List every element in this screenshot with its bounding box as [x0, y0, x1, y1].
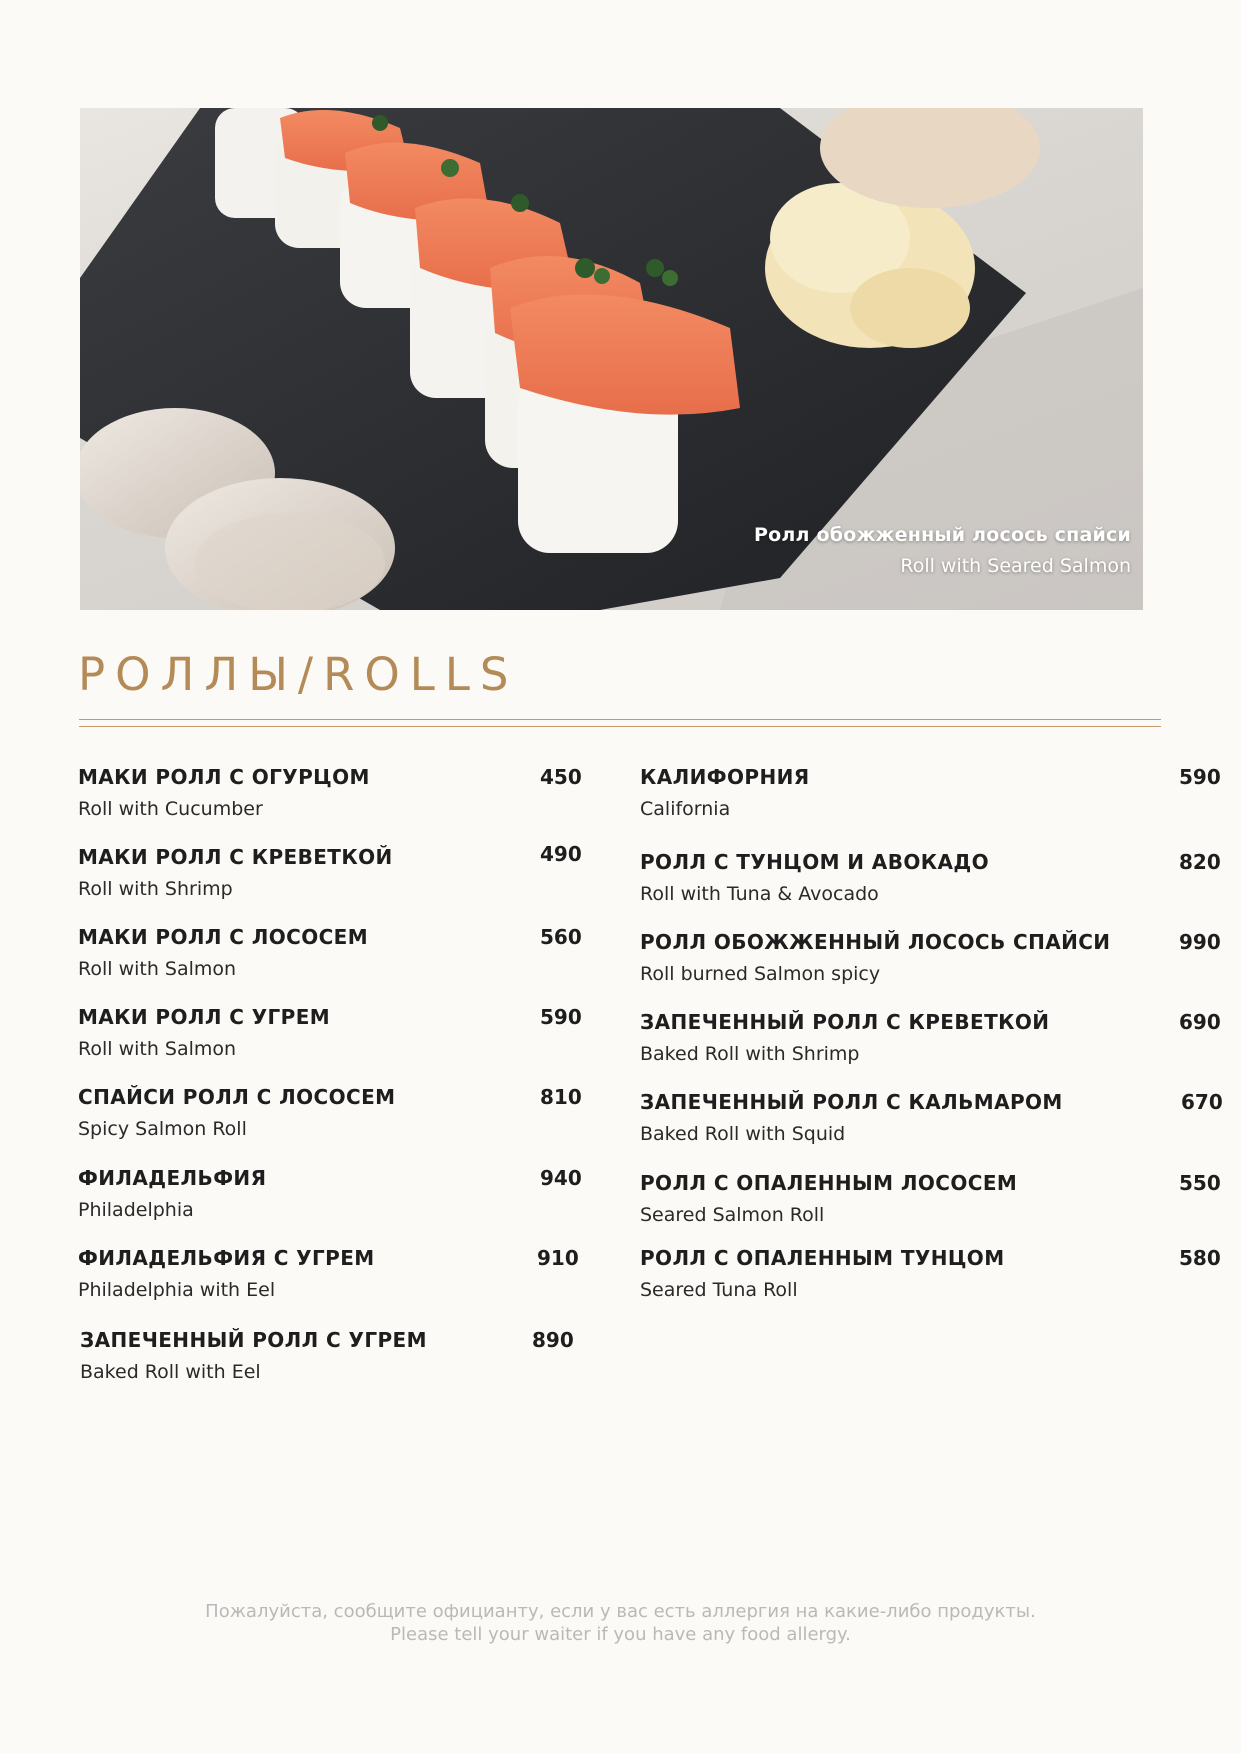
item-name: РОЛЛ С ТУНЦОМ И АВОКАДО — [640, 850, 989, 874]
menu-item — [78, 765, 598, 820]
menu-item — [78, 842, 598, 900]
caption-en: Roll with Seared Salmon — [900, 555, 1131, 577]
allergy-notice-en: Please tell your waiter if you have any food allergy. — [390, 1624, 851, 1645]
menu-item — [640, 1010, 1221, 1065]
section-title: РОЛЛЫ/ROLLS — [78, 648, 519, 701]
item-price: 810 — [540, 1085, 582, 1109]
item-price: 890 — [532, 1328, 574, 1352]
menu-item — [80, 1328, 600, 1383]
item-name: МАКИ РОЛЛ С ЛОСОСЕМ — [78, 925, 369, 949]
item-subtitle: Roll with Salmon — [78, 958, 237, 980]
item-subtitle: Philadelphia — [78, 1199, 194, 1221]
item-price: 910 — [537, 1246, 579, 1270]
item-subtitle: Baked Roll with Shrimp — [640, 1043, 860, 1065]
menu-item — [640, 1246, 1221, 1301]
hero-caption — [754, 524, 1131, 577]
item-subtitle: Seared Tuna Roll — [640, 1279, 798, 1301]
item-price: 580 — [1179, 1246, 1221, 1270]
menu-item — [640, 850, 1221, 905]
item-price: 550 — [1179, 1171, 1221, 1195]
item-price: 940 — [540, 1166, 582, 1190]
item-subtitle: California — [640, 798, 731, 820]
divider-line — [79, 719, 1161, 720]
item-price: 690 — [1179, 1010, 1221, 1034]
item-name: ЗАПЕЧЕННЫЙ РОЛЛ С УГРЕМ — [80, 1328, 427, 1352]
hero-photo — [80, 108, 1143, 610]
item-name: РОЛЛ С ОПАЛЕННЫМ ЛОСОСЕМ — [640, 1171, 1018, 1195]
menu-item — [78, 1166, 598, 1221]
item-price: 450 — [540, 765, 582, 789]
item-subtitle: Spicy Salmon Roll — [78, 1118, 247, 1140]
item-name: РОЛЛ ОБОЖЖЕННЫЙ ЛОСОСЬ СПАЙСИ — [640, 930, 1111, 954]
item-subtitle: Roll with Salmon — [78, 1038, 237, 1060]
item-subtitle: Roll burned Salmon spicy — [640, 963, 881, 985]
item-subtitle: Roll with Tuna & Avocado — [640, 883, 879, 905]
item-subtitle: Philadelphia with Eel — [78, 1279, 276, 1301]
menu-item — [78, 925, 598, 980]
item-price: 590 — [540, 1005, 582, 1029]
allergy-notice-ru: Пожалуйста, сообщите официанту, если у вас есть аллергия на какие-либо продукты. — [205, 1601, 1036, 1622]
menu-item — [78, 1246, 598, 1301]
menu-item — [78, 1005, 598, 1060]
item-name: ЗАПЕЧЕННЫЙ РОЛЛ С КАЛЬМАРОМ — [640, 1090, 1063, 1114]
item-name: ЗАПЕЧЕННЫЙ РОЛЛ С КРЕВЕТКОЙ — [640, 1010, 1050, 1034]
item-name: МАКИ РОЛЛ С КРЕВЕТКОЙ — [78, 845, 393, 869]
item-name: РОЛЛ С ОПАЛЕННЫМ ТУНЦОМ — [640, 1246, 1005, 1270]
item-price: 820 — [1179, 850, 1221, 874]
item-name: МАКИ РОЛЛ С УГРЕМ — [78, 1005, 331, 1029]
menu-item — [640, 930, 1221, 985]
item-price: 990 — [1179, 930, 1221, 954]
item-subtitle: Roll with Cucumber — [78, 798, 263, 820]
item-subtitle: Baked Roll with Squid — [640, 1123, 846, 1145]
menu-item — [640, 1090, 1223, 1145]
item-subtitle: Baked Roll with Eel — [80, 1361, 261, 1383]
item-price: 670 — [1181, 1090, 1223, 1114]
item-price: 590 — [1179, 765, 1221, 789]
item-name: КАЛИФОРНИЯ — [640, 765, 810, 789]
menu-item — [640, 765, 1221, 820]
item-subtitle: Roll with Shrimp — [78, 878, 233, 900]
item-name: МАКИ РОЛЛ С ОГУРЦОМ — [78, 765, 370, 789]
caption-ru: Ролл обожженный лосось спайси — [754, 524, 1131, 546]
item-subtitle: Seared Salmon Roll — [640, 1204, 825, 1226]
allergy-notice — [0, 1600, 1241, 1646]
menu-item — [78, 1085, 598, 1140]
item-name: ФИЛАДЕЛЬФИЯ С УГРЕМ — [78, 1246, 375, 1270]
item-price: 560 — [540, 925, 582, 949]
item-price: 490 — [540, 842, 582, 866]
item-name: СПАЙСИ РОЛЛ С ЛОСОСЕМ — [78, 1085, 396, 1109]
divider-line — [79, 726, 1161, 727]
menu-item — [640, 1171, 1221, 1226]
item-name: ФИЛАДЕЛЬФИЯ — [78, 1166, 267, 1190]
